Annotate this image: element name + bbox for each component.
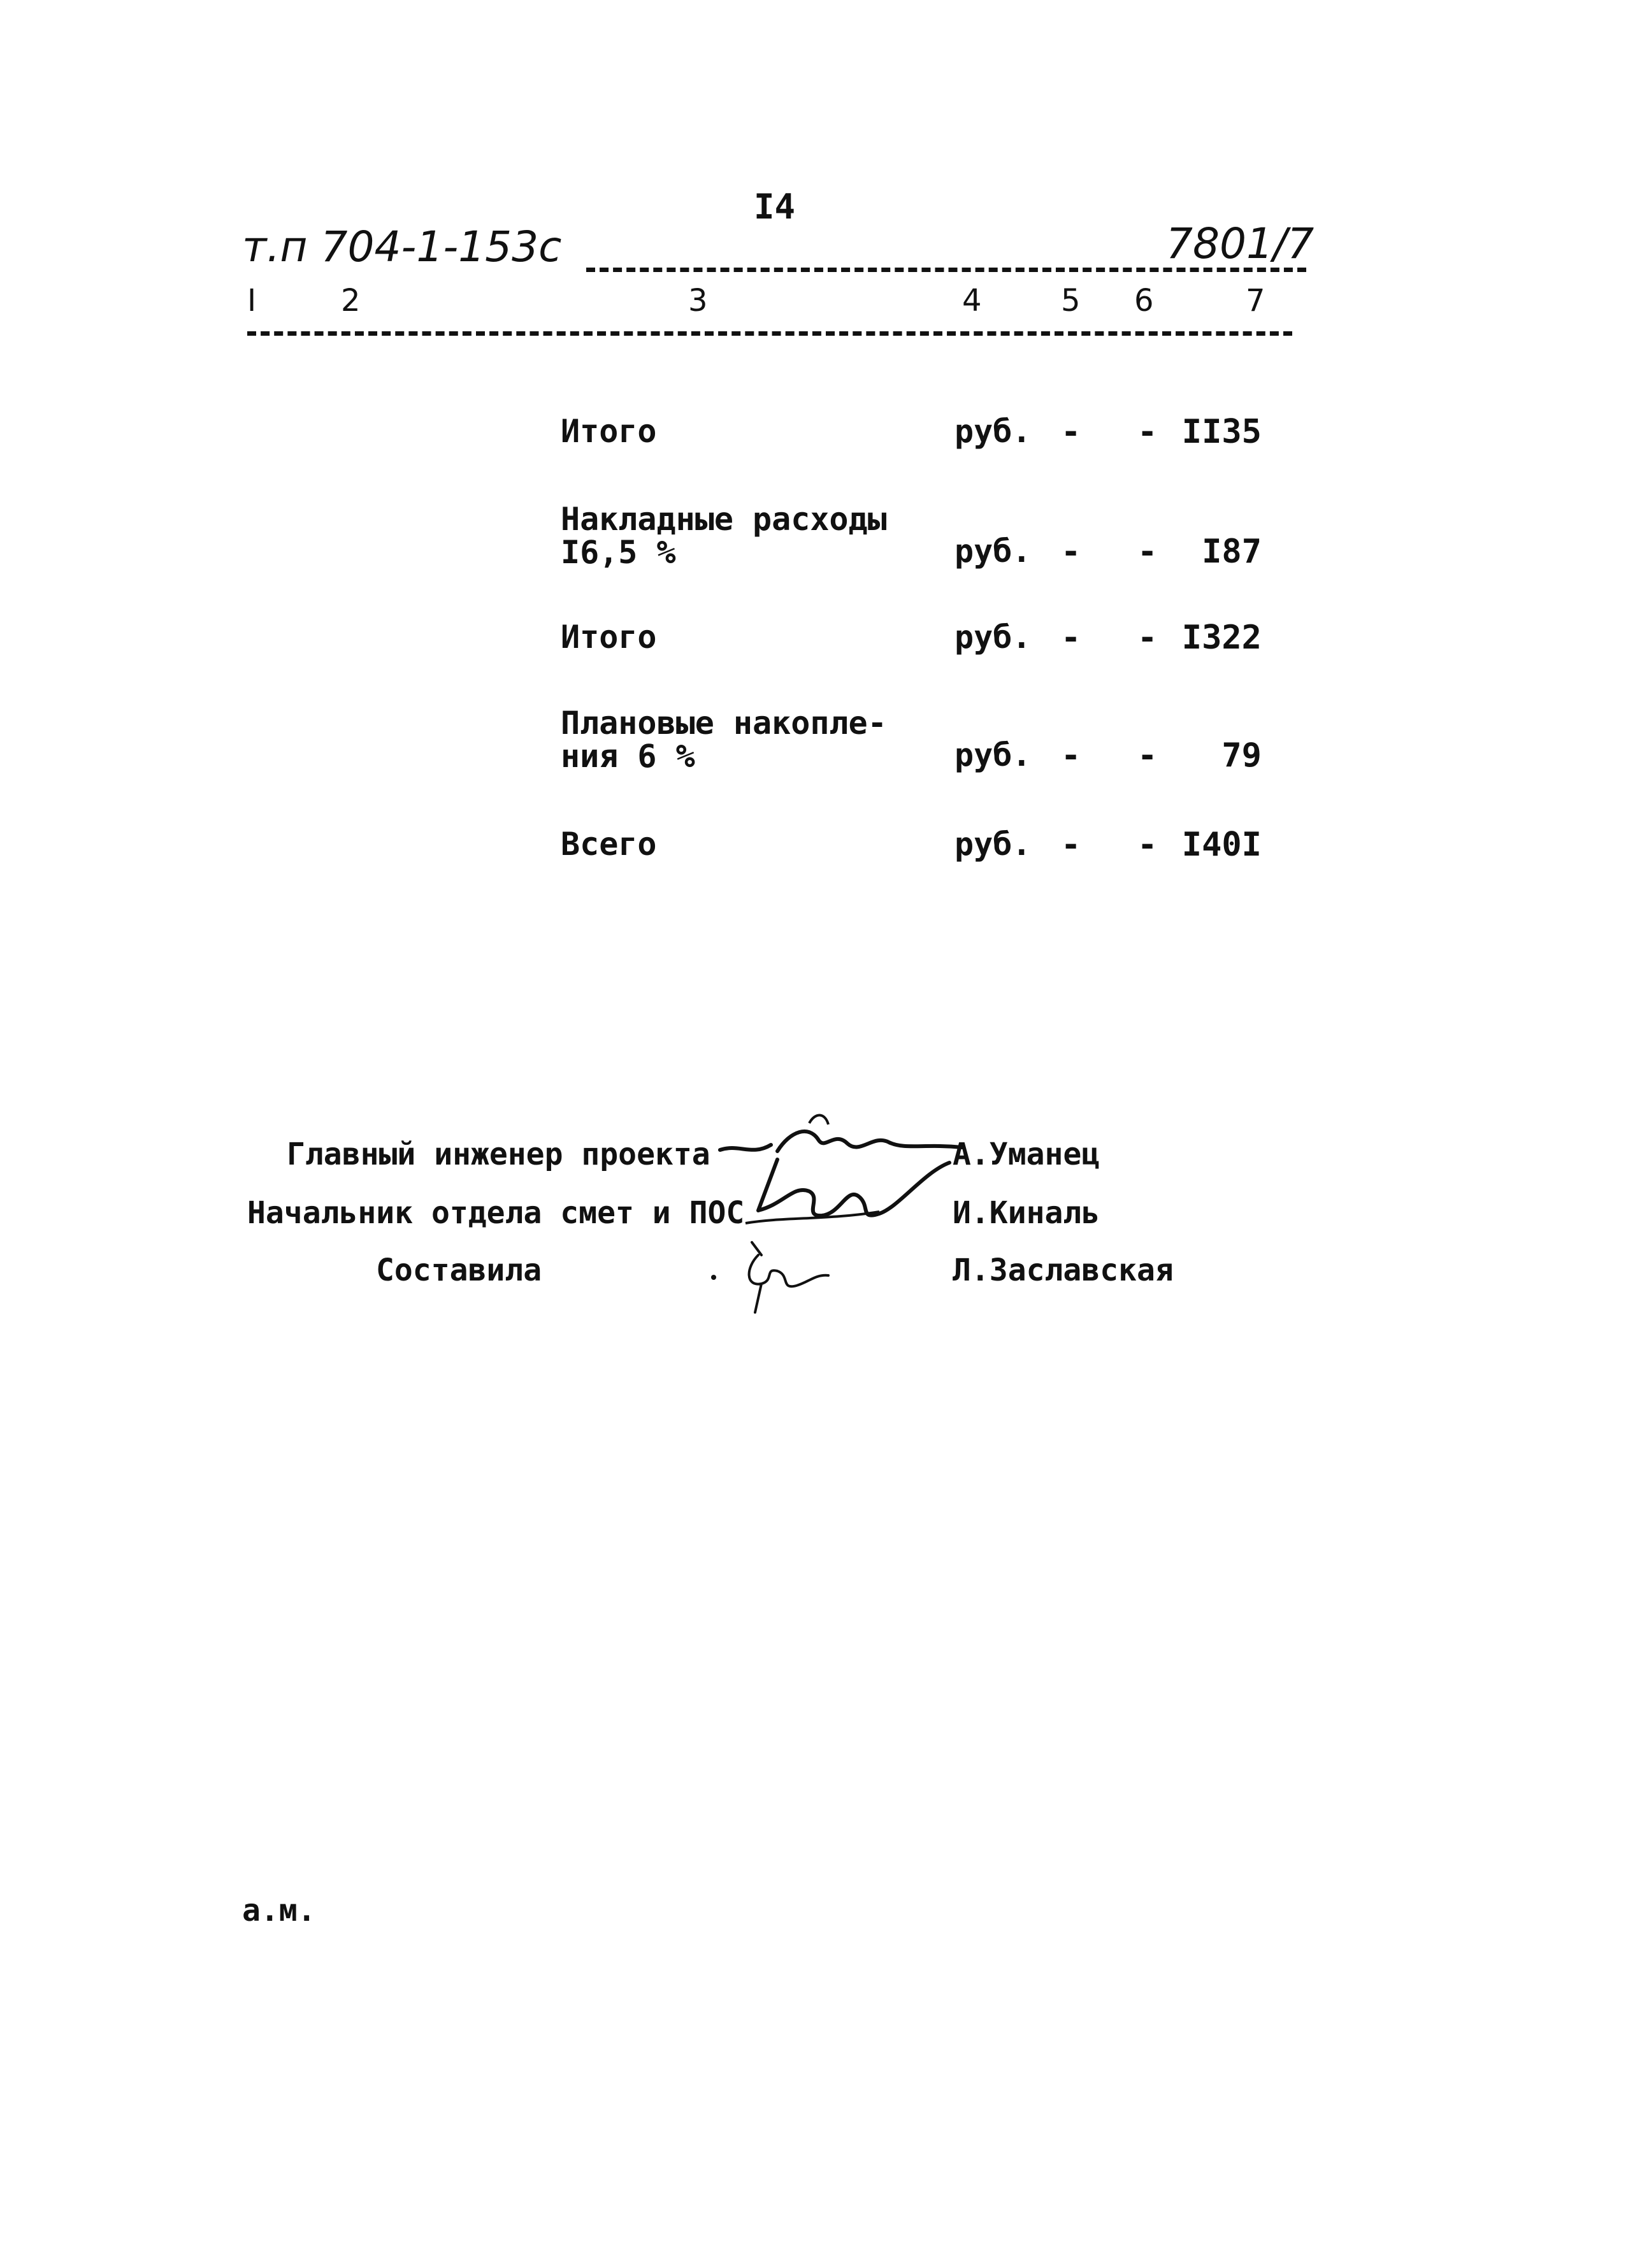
row-value: I87 xyxy=(1202,533,1262,571)
row-value: I322 xyxy=(1181,619,1262,657)
row-col5: - xyxy=(1061,533,1081,571)
handwritten-signature-2 xyxy=(733,1147,962,1242)
row-col5: - xyxy=(1061,413,1081,451)
sheet-number: 7801/7 xyxy=(1166,219,1315,268)
column-header-3: 3 xyxy=(688,283,708,319)
row-value: II35 xyxy=(1181,413,1262,451)
signature-name: Л.Заславская xyxy=(953,1252,1174,1288)
row-unit: руб. xyxy=(954,826,1032,863)
column-header-6: 6 xyxy=(1134,283,1154,319)
row-label: Итого xyxy=(561,619,657,656)
row-value: 79 xyxy=(1221,736,1262,775)
signature-role: Составила xyxy=(376,1252,542,1288)
signature-name: А.Уманец xyxy=(953,1137,1100,1172)
project-code: т.п 704-1-153с xyxy=(242,222,562,271)
column-header-5: 5 xyxy=(1061,283,1081,319)
column-header-1: I xyxy=(247,283,257,319)
row-unit: руб. xyxy=(954,736,1032,773)
row-col6: - xyxy=(1137,533,1158,571)
row-unit: руб. xyxy=(954,533,1032,570)
page-number: I4 xyxy=(754,187,796,227)
row-label: Итого xyxy=(561,413,657,450)
row-col5: - xyxy=(1061,619,1081,657)
row-label-line-1: Накладные расходы xyxy=(561,501,887,538)
row-col6: - xyxy=(1137,619,1158,657)
column-header-7: 7 xyxy=(1246,283,1265,319)
row-label-line-1: Плановые накопле- xyxy=(561,705,887,742)
row-col6: - xyxy=(1137,736,1158,775)
row-col6: - xyxy=(1137,826,1158,864)
row-col5: - xyxy=(1061,736,1081,775)
row-label-line-2: ния 6 % xyxy=(561,738,695,775)
row-label-line-2: I6,5 % xyxy=(561,534,676,571)
row-label: Всего xyxy=(561,826,657,863)
column-header-2: 2 xyxy=(341,283,361,319)
column-header-4: 4 xyxy=(962,283,982,319)
handwritten-signature-3 xyxy=(701,1230,841,1319)
signature-role: Главный инженер проекта xyxy=(287,1137,710,1172)
signature-name: И.Киналь xyxy=(953,1195,1100,1231)
footer-initials: а.м. xyxy=(242,1893,316,1928)
header-rule-top xyxy=(586,268,1306,272)
header-rule-bottom xyxy=(247,331,1292,336)
row-value: I40I xyxy=(1181,826,1262,864)
row-unit: руб. xyxy=(954,619,1032,656)
row-unit: руб. xyxy=(954,413,1032,450)
row-col6: - xyxy=(1137,413,1158,451)
signature-role: Начальник отдела смет и ПОС xyxy=(247,1195,745,1231)
row-col5: - xyxy=(1061,826,1081,864)
